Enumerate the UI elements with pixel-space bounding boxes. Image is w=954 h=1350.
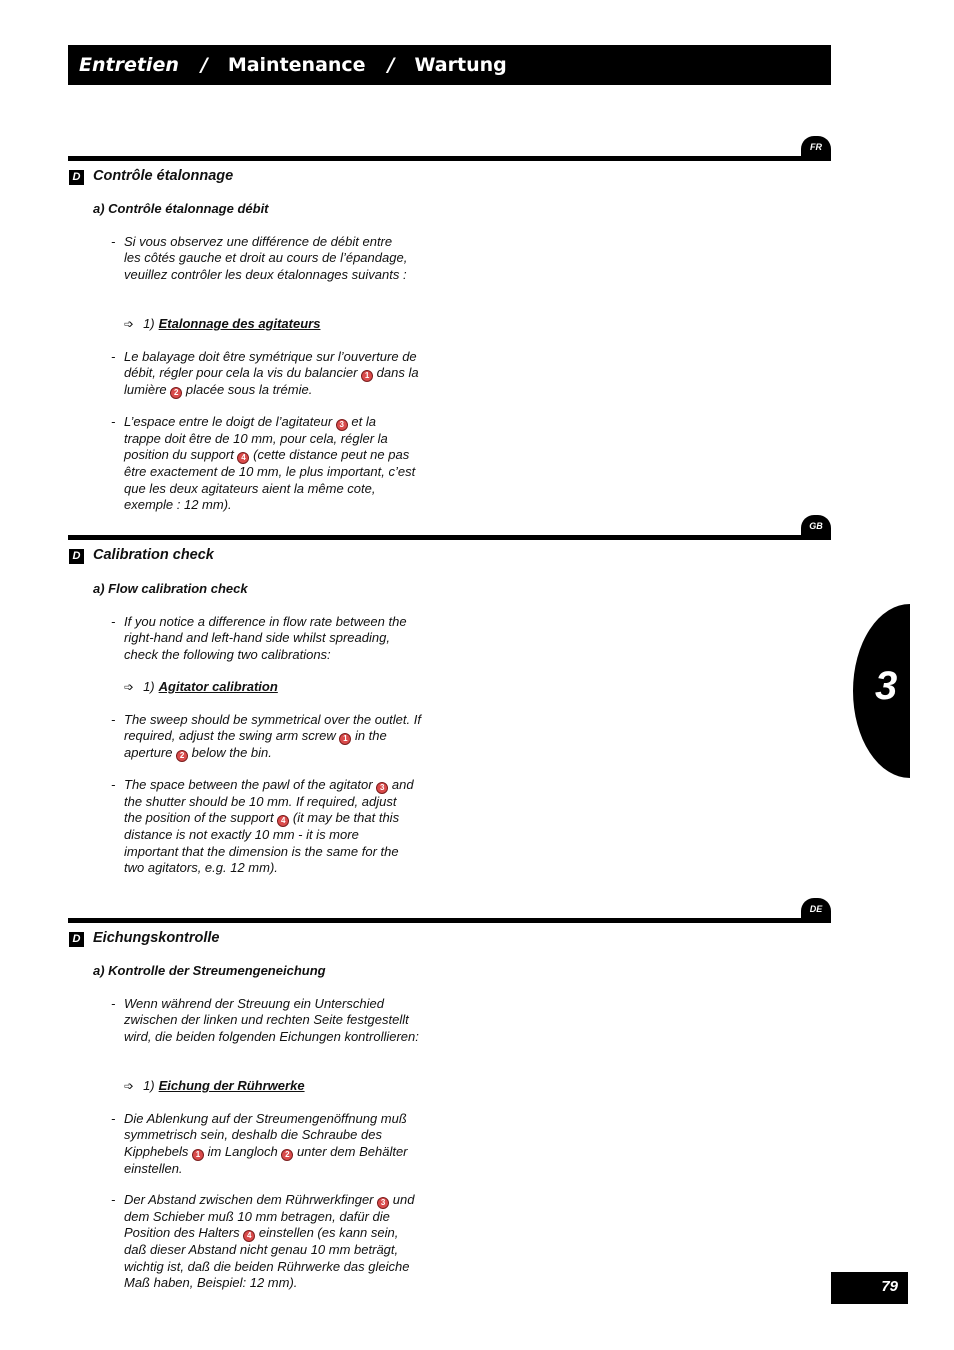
bullet-dash: -	[111, 349, 116, 364]
callout-1-icon: 1	[192, 1149, 204, 1161]
section-rule	[68, 156, 831, 161]
header-separator: /	[387, 54, 395, 76]
section-subtitle: a) Contrôle étalonnage débit	[93, 201, 269, 216]
section-rule	[68, 535, 831, 540]
paragraph-text: The space between the pawl of the agitator	[124, 777, 373, 792]
bullet-dash: -	[111, 1111, 116, 1126]
paragraph-text: unter dem Behälter einstellen.	[124, 1143, 408, 1176]
callout-2-icon: 2	[281, 1149, 293, 1161]
section-subtitle: a) Kontrolle der Streumengeneichung	[93, 963, 326, 978]
page-header	[68, 45, 831, 85]
section-rule	[68, 918, 831, 923]
paragraph-text: placée sous la trémie.	[185, 382, 313, 398]
reference-line	[124, 316, 320, 331]
callout-4-icon: 4	[277, 815, 289, 827]
chapter-number: 3	[875, 664, 898, 708]
callout-4-icon: 4	[237, 452, 249, 464]
reference-line	[124, 1078, 305, 1093]
language-tab-de: DE	[801, 898, 831, 922]
paragraph-text: (it may be that this distance is not exactly 10 mm - it is more important that the dimension is the same for the two agitators, e.g. 12 mm).	[124, 810, 400, 876]
paragraph-text: et la trappe doit être de 10 mm, pour cela, régler la position du support	[124, 414, 388, 463]
bullet-dash: -	[111, 614, 116, 629]
section-title: Eichungskontrolle	[93, 930, 220, 946]
paragraph	[111, 1111, 411, 1177]
callout-4-icon: 4	[243, 1230, 255, 1242]
callout-2-icon: 2	[170, 387, 182, 399]
paragraph	[111, 777, 416, 877]
language-tab-gb: GB	[801, 515, 831, 539]
paragraph	[111, 614, 416, 663]
page-number: 79	[831, 1272, 908, 1304]
header-title-de: Wartung	[414, 54, 507, 76]
section-marker: D	[69, 932, 84, 947]
bullet-dash: -	[111, 712, 116, 727]
paragraph-text: im Langloch	[207, 1143, 278, 1159]
reference-link[interactable]: Eichung der Rührwerke	[158, 1078, 305, 1093]
arrow-right-icon: ➩	[124, 1079, 135, 1093]
paragraph	[111, 349, 421, 399]
paragraph-text: The sweep should be symmetrical over the outlet. If required, adjust the swing arm screw	[124, 712, 421, 744]
paragraph	[111, 1192, 416, 1292]
callout-3-icon: 3	[377, 1197, 389, 1209]
callout-3-icon: 3	[336, 419, 348, 431]
paragraph-text: einstellen (es kann sein, daß dieser Abstand nicht genau 10 mm beträgt, wichtig ist, daß die beiden Rührwerke das gleiche Maß haben, Beispiel: 12 mm).	[124, 1225, 410, 1291]
section-subtitle: a) Flow calibration check	[93, 581, 248, 596]
header-separator: /	[200, 54, 208, 76]
reference-link[interactable]: Etalonnage des agitateurs	[158, 316, 321, 331]
paragraph	[111, 996, 423, 1045]
paragraph-text: below the bin.	[191, 745, 272, 761]
paragraph-text: and the shutter should be 10 mm. If required, adjust the position of the support	[124, 777, 414, 826]
paragraph-text: Wenn während der Streuung ein Unterschied zwischen der linken und rechten Seite festgestellt wird, die beiden folgenden Eichungen kontrollieren:	[124, 996, 419, 1044]
paragraph-text: dans la lumière	[124, 365, 419, 398]
callout-1-icon: 1	[339, 733, 351, 745]
paragraph	[111, 414, 416, 514]
reference-line	[124, 679, 278, 694]
header-title-fr: Entretien	[79, 54, 179, 76]
language-tab-fr: FR	[801, 136, 831, 160]
section-marker: D	[69, 549, 84, 564]
paragraph-text: Le balayage doit être symétrique sur l’ouverture de débit, régler pour cela la vis du balancier	[124, 349, 417, 381]
arrow-right-icon: ➩	[124, 680, 135, 694]
callout-3-icon: 3	[376, 782, 388, 794]
section-title: Contrôle étalonnage	[93, 168, 234, 184]
callout-1-icon: 1	[361, 370, 373, 382]
bullet-dash: -	[111, 234, 116, 249]
bullet-dash: -	[111, 996, 116, 1011]
section-title: Calibration check	[93, 547, 214, 563]
paragraph	[111, 712, 421, 762]
paragraph-text: und dem Schieber muß 10 mm betragen, dafür die Position des Halters	[124, 1192, 415, 1241]
reference-link[interactable]: Agitator calibration	[158, 679, 278, 694]
paragraph-text: L’espace entre le doigt de l’agitateur	[124, 414, 333, 429]
reference-number: 1)	[143, 679, 155, 694]
paragraph-text: Der Abstand zwischen dem Rührwerkfinger	[124, 1192, 374, 1207]
paragraph-text: (cette distance peut ne pas être exactement de 10 mm, le plus important, c’est que les deux agitateurs aient la même cote, exemple : 12 mm).	[124, 447, 416, 513]
bullet-dash: -	[111, 1192, 116, 1207]
paragraph-text: Die Ablenkung auf der Streumengenöffnung muß symmetrisch sein, deshalb die Schraube des Kipphebels	[124, 1111, 407, 1159]
paragraph-text: in the aperture	[124, 728, 387, 761]
chapter-tab	[853, 604, 910, 778]
reference-number: 1)	[143, 316, 155, 331]
reference-number: 1)	[143, 1078, 155, 1093]
header-title-gb: Maintenance	[227, 54, 366, 76]
callout-2-icon: 2	[176, 750, 188, 762]
bullet-dash: -	[111, 414, 116, 429]
paragraph-text: Si vous observez une différence de débit entre les côtés gauche et droit au cours de l’épandage, veuillez contrôler les deux étalonnages suivants :	[124, 234, 408, 282]
bullet-dash: -	[111, 777, 116, 792]
paragraph-text: If you notice a difference in flow rate between the right-hand and left-hand side whilst spreading, check the following two calibrations:	[124, 614, 407, 662]
paragraph	[111, 234, 411, 283]
section-marker: D	[69, 170, 84, 185]
arrow-right-icon: ➩	[124, 317, 135, 331]
